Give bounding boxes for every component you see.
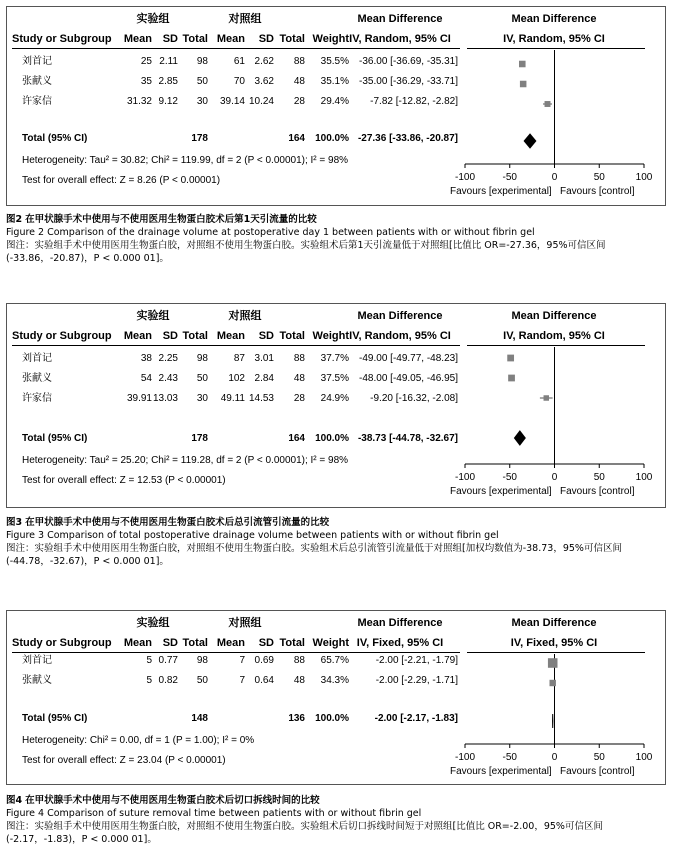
md-plot-header: Mean Difference [511, 617, 597, 629]
study-sd-ctrl: 0.69 [254, 655, 274, 666]
col-sd-ctrl: SD [258, 33, 274, 45]
study-total-exp: 98 [196, 353, 208, 364]
caption-cn-number: 图2 [6, 214, 23, 225]
exp-group-header: 实验组 [136, 310, 170, 322]
study-sd-exp: 0.77 [158, 655, 178, 666]
study-total-exp: 50 [196, 76, 208, 87]
total-n-ctrl: 164 [288, 433, 305, 444]
overall-effect-text: Test for overall effect: Z = 23.04 (P < 0.00001) [22, 755, 226, 766]
study-mean-ctrl: 87 [233, 353, 245, 364]
favours-left-label: Favours [experimental] [450, 186, 552, 197]
study-name: 张献义 [22, 373, 52, 384]
favours-left-label: Favours [experimental] [450, 766, 552, 777]
study-mean-exp: 5 [146, 655, 152, 666]
md-header: Mean Difference [357, 310, 443, 322]
axis-tick-label: 0 [551, 752, 558, 763]
study-total-exp: 98 [196, 655, 208, 666]
study-sd-ctrl: 3.01 [254, 353, 274, 364]
study-mean-exp: 54 [140, 373, 152, 384]
col-sd-ctrl: SD [258, 637, 274, 649]
study-sd-ctrl: 2.84 [254, 373, 274, 384]
md-plot-header: Mean Difference [511, 310, 597, 322]
figure-caption [6, 516, 666, 568]
study-sd-ctrl: 14.53 [248, 393, 274, 404]
ctrl-group-header: 对照组 [228, 310, 262, 322]
study-mean-ctrl: 70 [233, 76, 245, 87]
caption-cn-title: 在甲状腺手术中使用与不使用医用生物蛋白胶术后切口拆线时间的比较 [25, 795, 320, 806]
study-ci: -9.20 [-16.32, -2.08] [370, 393, 458, 404]
study-total-ctrl: 48 [293, 675, 305, 686]
total-label: Total (95% CI) [22, 713, 88, 724]
axis-tick-label: 50 [593, 172, 605, 183]
axis-tick-label: -50 [502, 172, 517, 183]
study-ci: -35.00 [-36.29, -33.71] [359, 76, 458, 87]
study-total-ctrl: 28 [293, 393, 305, 404]
study-mean-ctrl: 7 [239, 675, 245, 686]
total-label: Total (95% CI) [22, 433, 88, 444]
md-header: Mean Difference [357, 13, 443, 25]
study-ci: -36.00 [-36.69, -35.31] [359, 56, 458, 67]
study-weight: 37.7% [320, 353, 349, 364]
study-sd-ctrl: 3.62 [254, 76, 274, 87]
study-sd-exp: 0.82 [158, 675, 178, 686]
col-mean-ctrl: Mean [216, 637, 245, 649]
total-weight: 100.0% [315, 713, 349, 724]
axis-tick-label: -50 [502, 752, 517, 763]
study-name: 许家信 [22, 393, 52, 404]
study-ci: -2.00 [-2.29, -1.71] [375, 675, 458, 686]
col-md-plot: IV, Random, 95% CI [503, 330, 605, 342]
plot-header-rule [467, 48, 645, 49]
study-sd-exp: 2.11 [159, 56, 178, 67]
plot-header-rule [467, 652, 645, 653]
study-total-exp: 30 [196, 393, 208, 404]
col-sd-exp: SD [162, 33, 178, 45]
total-ci: -27.36 [-33.86, -20.87] [357, 133, 458, 144]
study-sd-exp: 2.85 [158, 76, 178, 87]
overall-effect-text: Test for overall effect: Z = 12.53 (P < 0.00001) [22, 475, 226, 486]
caption-en-number: Figure 2 [6, 227, 45, 238]
total-weight: 100.0% [315, 133, 349, 144]
total-n-ctrl: 164 [288, 133, 305, 144]
heterogeneity-text: Heterogeneity: Tau² = 30.82; Chi² = 119.99, df = 2 (P < 0.00001); I² = 98% [22, 155, 349, 166]
study-total-exp: 50 [196, 373, 208, 384]
caption-cn-line [6, 794, 666, 807]
col-weight: Weight [312, 33, 349, 45]
caption-en-title: Comparison of the drainage volume at postoperative day 1 between patients with or without fibrin gel [47, 227, 535, 238]
heterogeneity-text: Heterogeneity: Tau² = 25.20; Chi² = 119.28, df = 2 (P < 0.00001); I² = 98% [22, 455, 349, 466]
col-total-exp: Total [182, 330, 208, 342]
md-plot-header: Mean Difference [511, 13, 597, 25]
caption-note: 图注：实验组手术中使用医用生物蛋白胶，对照组不使用生物蛋白胶。实验组术后第1天引流量低于对照组[比值比 OR=-27.36，95%可信区间(-33.86，-20.87)，P < 0.000 01]。 [6, 240, 606, 264]
study-name: 许家信 [22, 96, 52, 107]
favours-right-label: Favours [control] [560, 186, 635, 197]
total-ci: -38.73 [-44.78, -32.67] [357, 433, 458, 444]
col-mean-exp: Mean [123, 637, 152, 649]
caption-cn-number: 图3 [6, 517, 23, 528]
axis-tick-label: -100 [454, 752, 475, 763]
header-rule [12, 48, 460, 49]
col-study: Study or Subgroup [12, 330, 112, 342]
col-weight: Weight [312, 637, 349, 649]
study-name: 刘首记 [22, 56, 52, 67]
study-weight: 35.1% [320, 76, 349, 87]
caption-en-line [6, 807, 666, 820]
col-mean-exp: Mean [123, 330, 152, 342]
total-ci: -2.00 [-2.17, -1.83] [374, 713, 458, 724]
study-weight: 29.4% [320, 96, 349, 107]
study-ci: -48.00 [-49.05, -46.95] [359, 373, 458, 384]
col-study: Study or Subgroup [12, 637, 112, 649]
study-name: 刘首记 [22, 655, 52, 666]
axis-tick-label: 100 [635, 472, 653, 483]
study-weight: 24.9% [320, 393, 349, 404]
caption-note: 图注：实验组手术中使用医用生物蛋白胶，对照组不使用生物蛋白胶。实验组术后总引流管引流量低于对照组[加权均数值为-38.73，95%可信区间(-44.78，-32.67)，P < 0.000 01]。 [6, 543, 622, 567]
axis-tick-label: 50 [593, 472, 605, 483]
caption-note: 图注：实验组手术中使用医用生物蛋白胶，对照组不使用生物蛋白胶。实验组术后切口拆线时间短于对照组[比值比 OR=-2.00，95%可信区间(-2.17，-1.83)，P < 0.000 01]。 [6, 821, 603, 845]
total-n-exp: 148 [191, 713, 208, 724]
col-weight: Weight [312, 330, 349, 342]
col-total-exp: Total [182, 637, 208, 649]
study-mean-exp: 25 [140, 56, 152, 67]
exp-group-header: 实验组 [136, 617, 170, 629]
exp-group-header: 实验组 [136, 13, 170, 25]
heterogeneity-text: Heterogeneity: Chi² = 0.00, df = 1 (P = 1.00); I² = 0% [22, 735, 255, 746]
study-total-ctrl: 48 [293, 373, 305, 384]
col-total-exp: Total [182, 33, 208, 45]
col-mean-ctrl: Mean [216, 33, 245, 45]
caption-en-number: Figure 4 [6, 808, 45, 819]
total-n-ctrl: 136 [288, 713, 305, 724]
study-mean-ctrl: 39.14 [219, 96, 245, 107]
col-md-plot: IV, Random, 95% CI [503, 33, 605, 45]
figure-caption [6, 213, 666, 265]
ctrl-group-header: 对照组 [228, 617, 262, 629]
col-md: IV, Random, 95% CI [349, 33, 451, 45]
col-sd-ctrl: SD [258, 330, 274, 342]
ctrl-group-header: 对照组 [228, 13, 262, 25]
study-mean-exp: 35 [140, 76, 152, 87]
study-sd-ctrl: 2.62 [254, 56, 274, 67]
study-total-exp: 30 [196, 96, 208, 107]
study-mean-exp: 5 [146, 675, 152, 686]
col-total-ctrl: Total [279, 330, 305, 342]
study-total-ctrl: 88 [293, 353, 305, 364]
study-sd-exp: 9.12 [158, 96, 178, 107]
study-total-ctrl: 88 [293, 655, 305, 666]
study-ci: -2.00 [-2.21, -1.79] [375, 655, 458, 666]
plot-header-rule [467, 345, 645, 346]
axis-tick-label: 100 [635, 752, 653, 763]
study-sd-ctrl: 10.24 [248, 96, 274, 107]
total-n-exp: 178 [191, 433, 208, 444]
caption-cn-number: 图4 [6, 795, 23, 806]
study-sd-exp: 2.25 [158, 353, 178, 364]
study-weight: 34.3% [320, 675, 349, 686]
caption-en-title: Comparison of total postoperative drainage volume between patients with or without fibrin gel [47, 530, 499, 541]
study-sd-exp: 13.03 [152, 393, 178, 404]
study-name: 张献义 [22, 76, 52, 87]
header-rule [12, 652, 460, 653]
study-ci: -7.82 [-12.82, -2.82] [370, 96, 458, 107]
favours-left-label: Favours [experimental] [450, 486, 552, 497]
axis-tick-label: -50 [502, 472, 517, 483]
col-sd-exp: SD [162, 330, 178, 342]
study-mean-exp: 39.91 [126, 393, 152, 404]
figure-caption [6, 794, 666, 846]
study-ci: -49.00 [-49.77, -48.23] [359, 353, 458, 364]
study-mean-ctrl: 61 [233, 56, 245, 67]
study-total-exp: 98 [196, 56, 208, 67]
study-mean-exp: 38 [140, 353, 152, 364]
col-md-plot: IV, Fixed, 95% CI [510, 637, 598, 649]
study-total-exp: 50 [196, 675, 208, 686]
study-total-ctrl: 28 [293, 96, 305, 107]
caption-cn-line [6, 213, 666, 226]
axis-tick-label: 0 [551, 172, 558, 183]
total-label: Total (95% CI) [22, 133, 88, 144]
study-name: 刘首记 [22, 353, 52, 364]
study-mean-ctrl: 102 [228, 373, 245, 384]
study-sd-exp: 2.43 [158, 373, 178, 384]
total-weight: 100.0% [315, 433, 349, 444]
study-sd-ctrl: 0.64 [254, 675, 274, 686]
total-n-exp: 178 [191, 133, 208, 144]
caption-en-number: Figure 3 [6, 530, 45, 541]
study-mean-ctrl: 7 [239, 655, 245, 666]
study-mean-ctrl: 49.11 [220, 393, 245, 404]
favours-right-label: Favours [control] [560, 486, 635, 497]
col-study: Study or Subgroup [12, 33, 112, 45]
col-total-ctrl: Total [279, 637, 305, 649]
study-weight: 37.5% [320, 373, 349, 384]
col-sd-exp: SD [162, 637, 178, 649]
overall-effect-text: Test for overall effect: Z = 8.26 (P < 0.00001) [22, 175, 221, 186]
axis-tick-label: -100 [454, 172, 475, 183]
header-rule [12, 345, 460, 346]
caption-cn-line [6, 516, 666, 529]
axis-tick-label: 50 [593, 752, 605, 763]
study-weight: 35.5% [320, 56, 349, 67]
axis-tick-label: -100 [454, 472, 475, 483]
axis-tick-label: 0 [551, 472, 558, 483]
caption-cn-title: 在甲状腺手术中使用与不使用医用生物蛋白胶术后总引流管引流量的比较 [25, 517, 330, 528]
caption-en-line [6, 529, 666, 542]
md-header: Mean Difference [357, 617, 443, 629]
col-total-ctrl: Total [279, 33, 305, 45]
caption-cn-title: 在甲状腺手术中使用与不使用医用生物蛋白胶术后第1天引流量的比较 [25, 214, 317, 225]
study-name: 张献义 [22, 675, 52, 686]
study-total-ctrl: 48 [293, 76, 305, 87]
col-mean-ctrl: Mean [216, 330, 245, 342]
col-md: IV, Random, 95% CI [349, 330, 451, 342]
caption-en-line [6, 226, 666, 239]
caption-en-title: Comparison of suture removal time between patients with or without fibrin gel [47, 808, 422, 819]
favours-right-label: Favours [control] [560, 766, 635, 777]
study-mean-exp: 31.32 [126, 96, 152, 107]
col-mean-exp: Mean [123, 33, 152, 45]
study-total-ctrl: 88 [293, 56, 305, 67]
study-weight: 65.7% [320, 655, 349, 666]
axis-tick-label: 100 [635, 172, 653, 183]
col-md: IV, Fixed, 95% CI [356, 637, 444, 649]
